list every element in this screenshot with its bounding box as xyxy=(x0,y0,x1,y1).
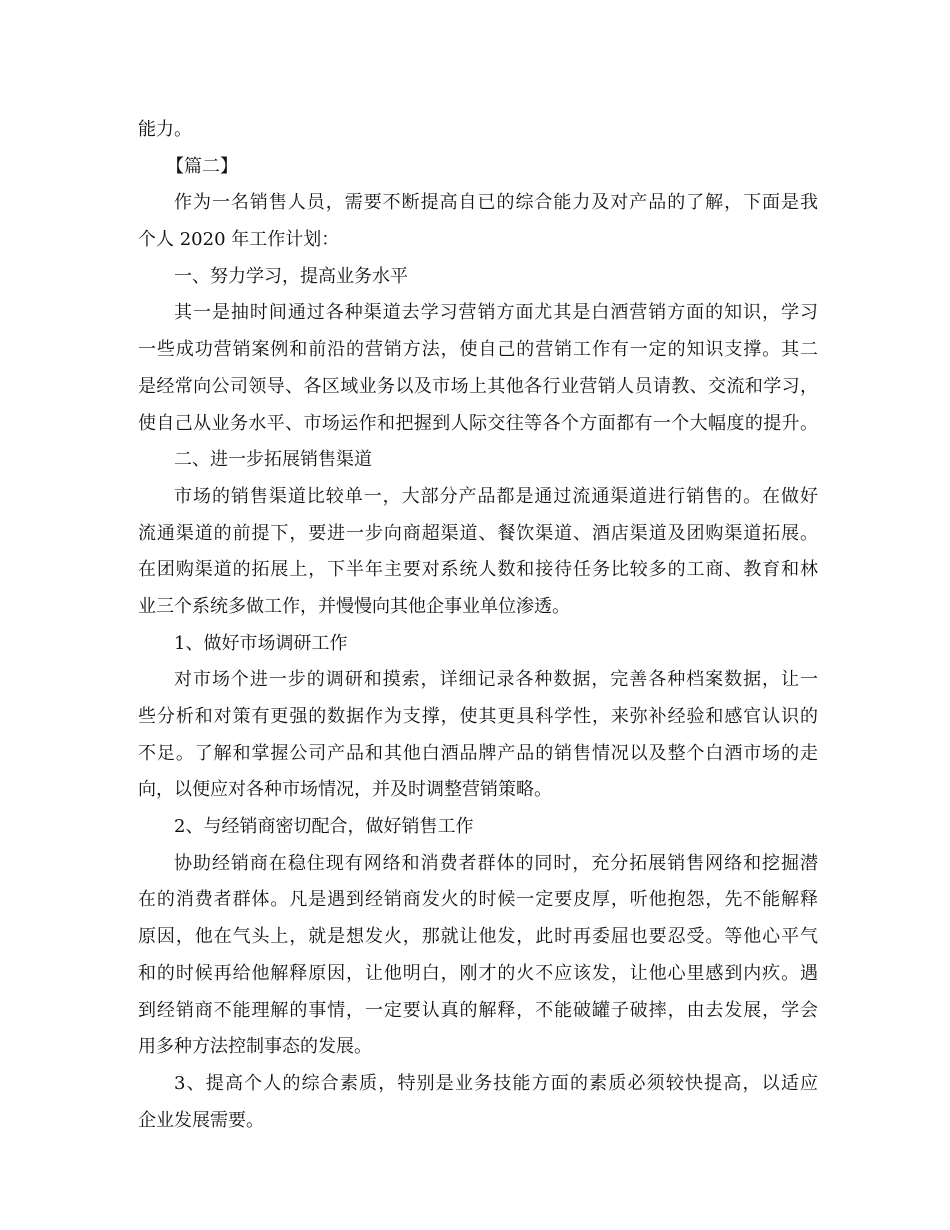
paragraph-line: 使自己从业务水平、市场运作和把握到人际交往等各个方面都有一个大幅度的提升。 xyxy=(138,412,818,434)
paragraph-line: 协助经销商在稳住现有网络和消费者群体的同时，充分拓展销售网络和挖掘潜 xyxy=(174,852,818,874)
paragraph-line: 个人 2020 年工作计划： xyxy=(138,229,340,251)
subsection-heading: 2、与经销商密切配合，做好销售工作 xyxy=(174,816,474,838)
paragraph-line: 在团购渠道的拓展上，下半年主要对系统人数和接待任务比较多的工商、教育和林 xyxy=(138,559,818,581)
paragraph-line: 市场的销售渠道比较单一，大部分产品都是通过流通渠道进行销售的。在做好 xyxy=(174,485,818,507)
section-heading: 【篇二】 xyxy=(166,155,238,177)
paragraph-line: 到经销商不能理解的事情，一定要认真的解释，不能破罐子破摔，由去发展，学会 xyxy=(138,999,818,1021)
paragraph-line: 企业发展需要。 xyxy=(138,1109,264,1131)
subsection-heading: 二、进一步拓展销售渠道 xyxy=(174,449,372,471)
paragraph-line: 其一是抽时间通过各种渠道去学习营销方面尤其是白酒营销方面的知识，学习 xyxy=(174,302,818,324)
paragraph-line: 用多种方法控制事态的发展。 xyxy=(138,1036,372,1058)
paragraph-line: 原因，他在气头上，就是想发火，那就让他发，此时再委屈也要忍受。等他心平气 xyxy=(138,926,818,948)
paragraph-line: 作为一名销售人员，需要不断提高自已的综合能力及对产品的了解，下面是我 xyxy=(174,192,818,214)
subsection-heading: 1、做好市场调研工作 xyxy=(174,632,348,654)
paragraph-line: 流通渠道的前提下，要进一步向商超渠道、餐饮渠道、酒店渠道及团购渠道拓展。 xyxy=(138,522,818,544)
paragraph-line: 在的消费者群体。凡是遇到经销商发火的时候一定要皮厚，听他抱怨，先不能解释 xyxy=(138,889,818,911)
paragraph-line: 不足。了解和掌握公司产品和其他白酒品牌产品的销售情况以及整个白酒市场的走 xyxy=(138,742,818,764)
subsection-heading: 3、提高个人的综合素质，特别是业务技能方面的素质必须较快提高，以适应 xyxy=(174,1072,818,1094)
paragraph-line: 能力。 xyxy=(138,119,192,140)
paragraph-line: 些分析和对策有更强的数据作为支撑，使其更具科学性，来弥补经验和感官认识的 xyxy=(138,706,818,727)
paragraph-line: 向，以便应对各种市场情况，并及时调整营销策略。 xyxy=(138,779,552,801)
paragraph-line: 和的时候再给他解释原因，让他明白，刚才的火不应该发，让他心里感到内疚。遇 xyxy=(138,962,818,984)
paragraph-line: 一些成功营销案例和前沿的营销方法，使自己的营销工作有一定的知识支撑。其二 xyxy=(138,339,818,361)
paragraph-line: 业三个系统多做工作，并慢慢向其他企事业单位渗透。 xyxy=(138,595,570,617)
document-body xyxy=(138,112,818,1139)
paragraph-line: 是经常向公司领导、各区域业务以及市场上其他各行业营销人员请教、交流和学习， xyxy=(138,375,818,397)
subsection-heading: 一、努力学习，提高业务水平 xyxy=(174,265,408,287)
paragraph-line: 对市场个进一步的调研和摸索，详细记录各种数据，完善各种档案数据，让一 xyxy=(174,669,818,691)
